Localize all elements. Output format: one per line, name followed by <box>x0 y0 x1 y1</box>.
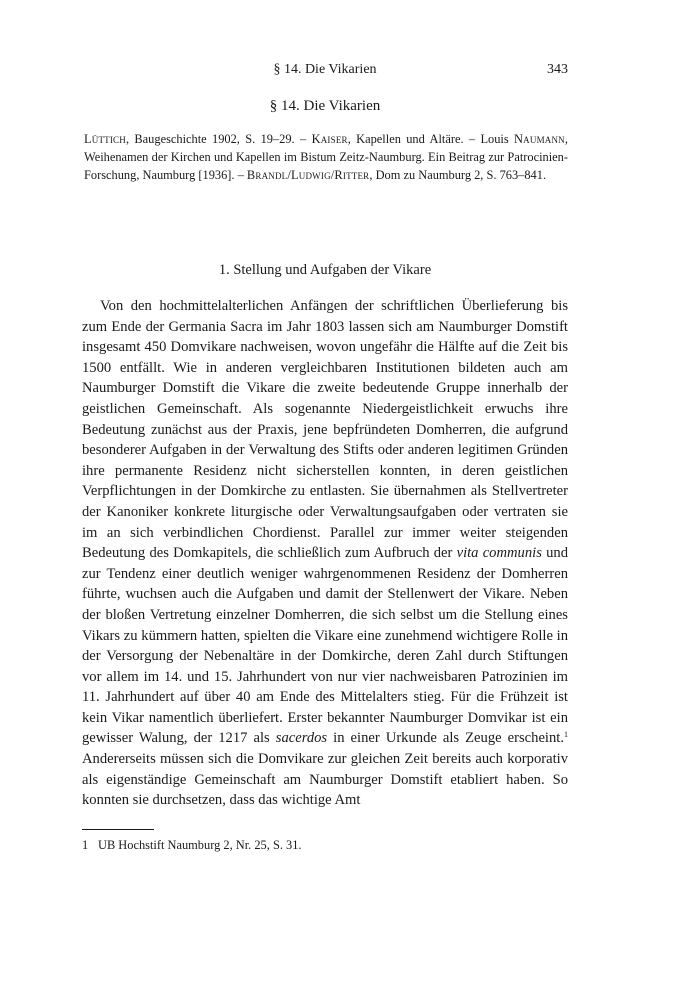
paragraph-text: und zur Tendenz einer deutlich weniger wahrgenommenen Residenz der Domherren führte, wuchsen auch die Aufgaben und damit der Stellenwert der Vikare. Neben der bloßen Vertretung einzelner Domherren, die sich selbst um die Stellung eines Vikars zu kümmern hatten, spielten die Vikare eine zunehmend wichtigere Rolle in der Versorgung der Nebenaltäre in der Domkirche, deren Zahl durch Stiftungen vor allem im 14. und 15. Jahrhundert von nur vier nachweisbaren Patrozinien im 11. Jahrhundert auf über 40 am Ende des Mittelalters stieg. Für die Frühzeit ist kein Vikar namentlich überliefert. Erster bekannter Naumburger Domvikar ist ein gewisser Walung, der 1217 als <box>82 545 568 747</box>
page-number: 343 <box>547 62 568 77</box>
paragraph-text: in einer Urkunde als Zeuge erscheint. <box>327 730 564 747</box>
bib-author-kaiser: Kaiser <box>311 132 348 146</box>
footnote-divider <box>82 829 154 830</box>
running-head-title: § 14. Die Vikarien <box>273 62 377 77</box>
bib-entry-text: , Weihenamen der Kirchen und Kapellen im Bistum Zeitz-Naumburg. Ein Beitrag zur Patrocinien-Forschung, Naumburg [1936]. – <box>84 132 568 182</box>
bib-entry-text: , Baugeschichte 1902, S. 19–29. – <box>125 132 312 146</box>
footnote-text: UB Hochstift Naumburg 2, Nr. 25, S. 31. <box>98 838 302 852</box>
subsection-title: 1. Stellung und Aufgaben der Vikare <box>218 262 432 278</box>
section-title: § 14. Die Vikarien <box>269 98 381 114</box>
footnote-number: 1 <box>82 838 89 852</box>
bib-entry-text: , Dom zu Naumburg 2, S. 763–841. <box>369 168 547 182</box>
footnote <box>82 838 568 853</box>
paragraph-text: Von den hochmittelalterlichen Anfängen der schriftlichen Überlieferung bis zum Ende der Germania Sacra im Jahr 1803 lassen sich am Naumburger Domstift insgesamt 450 Domvikare nachweisen, wovon ungefähr die Hälfte auf die Zeit bis 1500 entfällt. Wie in anderen vergleichbaren Institutionen bildeten auch am Naumburger Domstift die Vikare die zweite bedeutende Gruppe innerhalb der geistlichen Gemeinschaft. Als sogenannte Niedergeistlichkeit erwuchs ihre Bedeutung zunächst aus der Praxis, jene bepfründeten Domherren, die aufgrund besonderer Aufgaben in der Verwaltung des Stifts oder anderen legitimen Gründen ihre permanente Residenz nicht sicherstellen konnten, in deren geistlichen Verpflichtungen in der Domkirche zu entlasten. Sie übernahmen als Stellvertreter der Kanoniker konkrete liturgische oder Verwaltungsaufgaben oder vertraten sie im an sich verbindlichen Chordienst. Parallel zur immer weiter steigenden Bedeutung des Domkapitels, die schließlich zum Aufbruch der <box>82 298 568 562</box>
body-text <box>82 296 568 811</box>
bib-author-brandl-ludwig-ritter: Brandl/Ludwig/Ritter <box>246 168 370 182</box>
paragraph-text: Andererseits müssen sich die Domvikare zur gleichen Zeit bereits auch korporativ als eigenständige Gemeinschaft am Naumburger Domstift etabliert haben. So konnten sie durchsetzen, dass das wichtige Amt <box>82 751 568 809</box>
bibliography <box>84 130 568 184</box>
paragraph <box>82 296 568 811</box>
bib-author-naumann: Naumann <box>514 132 565 146</box>
bib-author-luettich: Lüttich <box>84 132 126 146</box>
italic-term: sacerdos <box>275 730 328 747</box>
footnote-reference[interactable]: 1 <box>563 730 568 740</box>
running-head <box>82 62 568 80</box>
bib-entry-text: , Kapellen und Altäre. – Louis <box>347 132 515 146</box>
italic-term: vita communis <box>456 545 542 562</box>
